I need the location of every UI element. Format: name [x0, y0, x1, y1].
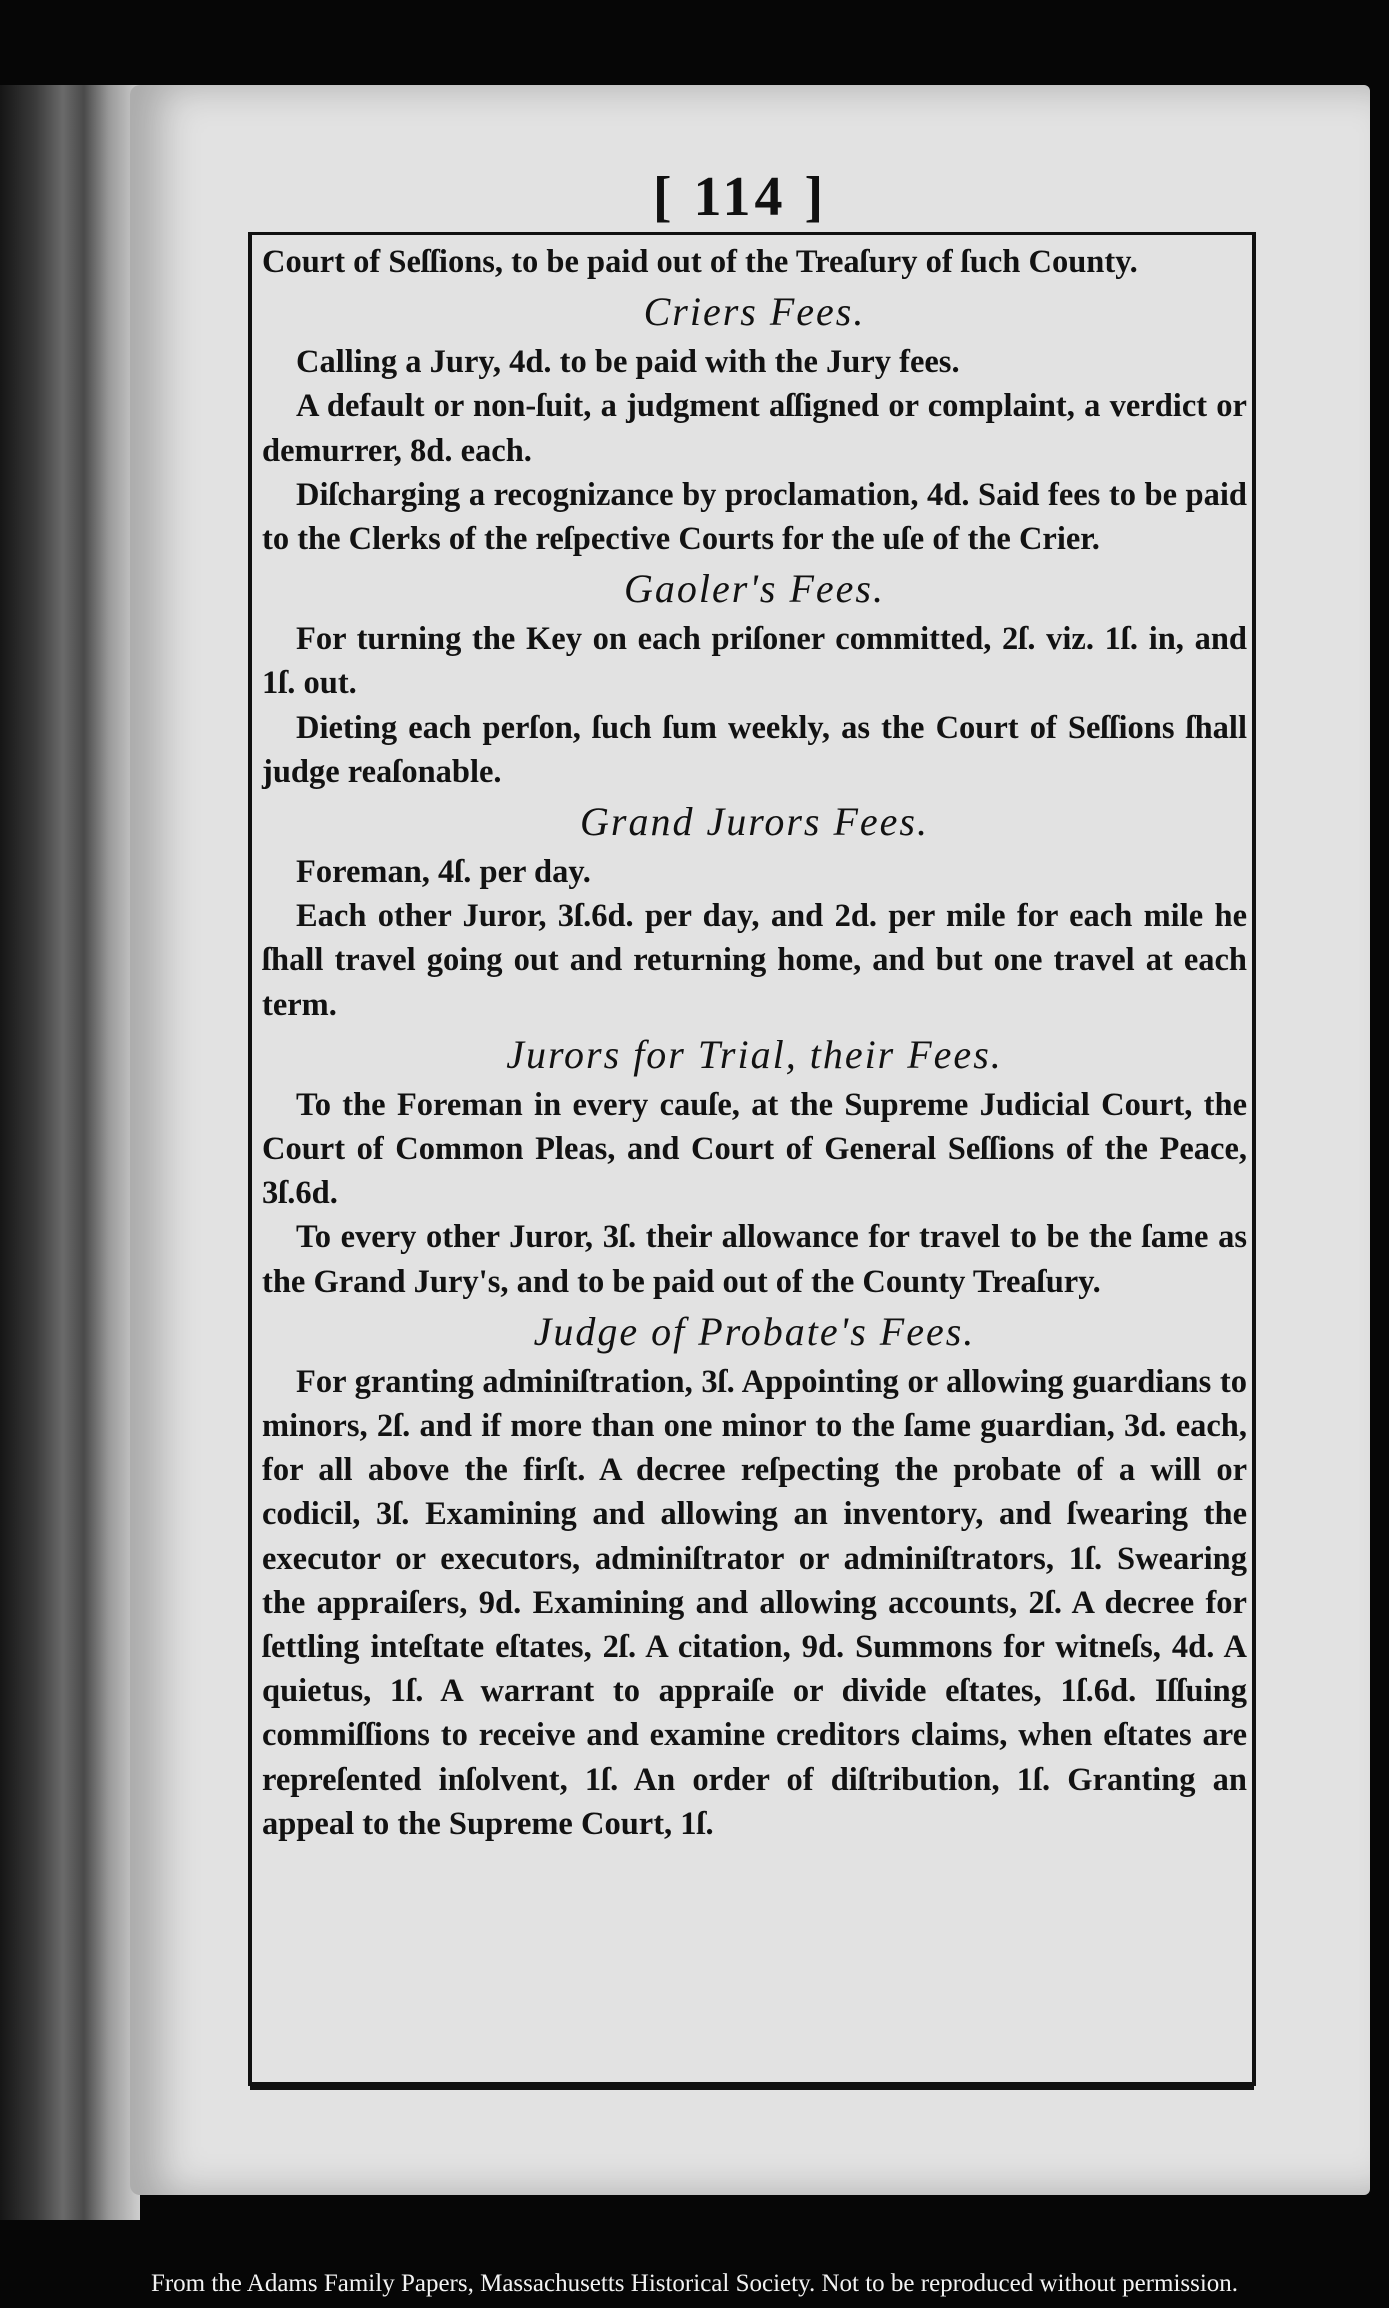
page-text-body	[262, 240, 1247, 1846]
paragraph: Each other Juror, 3ſ.6d. per day, and 2d. per mile for each mile he ſhall travel going out and returning home, and but one travel at each term.	[262, 898, 1247, 1023]
paragraph: For granting adminiſtration, 3ſ. Appointing or allowing guardians to minors, 2ſ. and if more than one minor to the ſame guardian, 3d. each, for all above the firſt. A decree reſpecting the probate of a will or codicil, 3ſ. Examining and allowing an inventory, and ſwearing the executor or executors, adminiſtrator or adminiſtrators, 1ſ. Swearing the appraiſers, 9d. Examining and allowing accounts, 2ſ. A decree for ſettling inteſtate eſtates, 2ſ. A citation, 9d. Summons for witneſs, 4d. A quietus, 1ſ. A warrant to appraiſe or divide eſtates, 1ſ.6d. Iſſuing commiſſions to receive and examine creditors claims, when eſtates are repreſented inſolvent, 1ſ. An order of diſtribution, 1ſ. Granting an appeal to the Supreme Court, 1ſ.	[262, 1363, 1247, 1842]
section-heading: Grand Jurors Fees.	[580, 799, 929, 845]
paragraph: Diſcharging a recognizance by proclamation, 4d. Said fees to be paid to the Clerks of the reſpective Courts for the uſe of the Crier.	[262, 476, 1247, 558]
paragraph: To the Foreman in every cauſe, at the Supreme Judicial Court, the Court of Common Pleas, and Court of General Seſſions of the Peace, 3ſ.6d.	[262, 1086, 1247, 1212]
paragraph: Court of Seſſions, to be paid out of the Treaſury of ſuch County.	[262, 244, 1138, 280]
copyright-footer: From the Adams Family Papers, Massachusetts Historical Society. Not to be reproduced without permission.	[150, 2270, 1239, 2297]
page-number: [ 114 ]	[652, 166, 828, 228]
paragraph: To every other Juror, 3ſ. their allowance for travel to be the ſame as the Grand Jury's, and to be paid out of the County Treaſury.	[262, 1219, 1247, 1300]
paragraph: Dieting each perſon, ſuch ſum weekly, as the Court of Seſſions ſhall judge reaſonable.	[262, 709, 1247, 790]
section-heading: Criers Fees.	[643, 289, 866, 335]
book-page-edges	[0, 85, 140, 2220]
paragraph: For turning the Key on each priſoner committed, 2ſ. viz. 1ſ. in, and 1ſ. out.	[262, 621, 1247, 702]
paragraph: Calling a Jury, 4d. to be paid with the Jury fees.	[296, 344, 960, 381]
section-heading: Judge of Probate's Fees.	[533, 1308, 976, 1354]
paragraph: A default or non-ſuit, a judgment aſſigned or complaint, a verdict or demurrer, 8d. each.	[262, 388, 1247, 469]
section-heading: Jurors for Trial, their Fees.	[506, 1031, 1003, 1077]
paragraph: Foreman, 4ſ. per day.	[296, 854, 591, 891]
section-heading: Gaoler's Fees.	[624, 566, 885, 612]
